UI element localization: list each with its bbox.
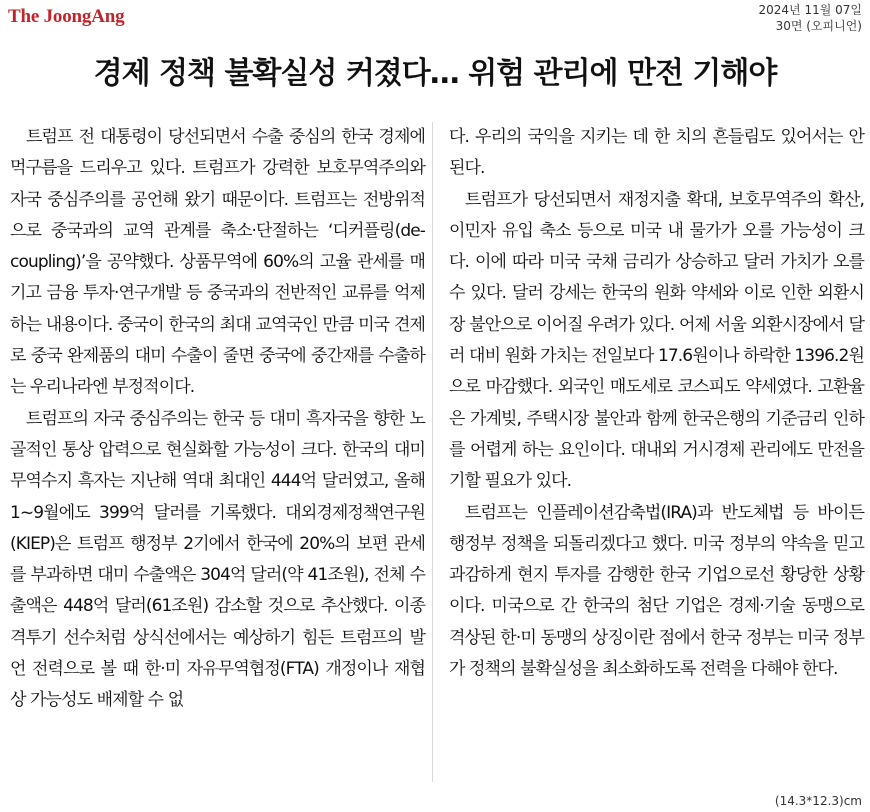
column-divider: [432, 122, 433, 782]
paragraph-2: 트럼프의 자국 중심주의는 한국 등 대미 흑자국을 향한 노골적인 통상 압력으로 현실화할 가능성이 크다. 한국의 대미 무역수지 흑자는 지난해 역대 최대인 444억 달러였고, 올해 1~9월에도 399억 달러를 기록했다. 대외경제정책연구원(KIEP)은 트럼프 행정부 2기에서 한국에 20%의 보편 관세를 부과하면 대미 수출액은 304억 달러(약 41조원), 전체 수출액은 448억 달러(61조원) 감소할 것으로 추산했다. 이종격투기 선수처럼 상식선에서는 예상하기 힘든 트럼프의 발언 전력으로 볼 때 한·미 자유무역협정(FTA) 개정이나 재협상 가능성도 배제할 수 없: [10, 408, 425, 711]
paragraph-1: 트럼프 전 대통령이 당선되면서 수출 중심의 한국 경제에 먹구름을 드리우고 있다. 트럼프가 강력한 보호무역주의와 자국 중심주의를 공언해 왔기 때문이다. 트럼프는 전방위적으로 중국과의 교역 관계를 축소·단절하는 ‘디커플링(de-coupling)’을 공약했다. 상품무역에 60%의 고율 관세를 매기고 금융 투자·연구개발 등 중국과의 전반적인 교류를 억제하는 내용이다. 중국이 한국의 최대 교역국인 만큼 미국 견제로 중국 완제품의 대미 수출이 줄면 중국에 중간재를 수출하는 우리나라엔 부정적이다.: [10, 127, 425, 398]
article-column-left: [10, 122, 425, 717]
paragraph-3: 트럼프가 당선되면서 재정지출 확대, 보호무역주의 확산, 이민자 유입 축소 등으로 미국 내 물가가 오를 가능성이 크다. 이에 따라 미국 국채 금리가 상승하고 달러 가치가 오를 수 있다. 달러 강세는 한국의 원화 약세와 이로 인한 외환시장 불안으로 이어질 우려가 있다. 어제 서울 외환시장에서 달러 대비 원화 가치는 전일보다 17.6원이나 하락한 1396.2원으로 마감했다. 외국인 매도세로 코스피도 약세였다. 고환율은 가계빚, 주택시장 불안과 함께 한국은행의 기준금리 인하를 어렵게 하는 요인이다. 대내외 거시경제 관리에도 만전을 기할 필요가 있다.: [449, 189, 864, 492]
issue-date: 2024년 11월 07일: [758, 3, 862, 17]
paragraph-4: 트럼프는 인플레이션감축법(IRA)과 반도체법 등 바이든 행정부 정책을 되돌리겠다고 했다. 미국 정부의 약속을 믿고 과감하게 현지 투자를 감행한 한국 기업으로선 황당한 상황이다. 미국으로 간 한국의 첨단 기업은 경제·기술 동맹으로 격상된 한·미 동맹의 상징이란 점에서 한국 정부는 미국 정부가 정책의 불확실성을 최소화하도록 전력을 다해야 한다.: [449, 502, 864, 680]
paragraph-2-continued: 다. 우리의 국익을 지키는 데 한 치의 흔들림도 있어서는 안 된다.: [449, 127, 864, 179]
article-size-note: (14.3*12.3)cm: [774, 794, 862, 808]
joongang-logo[interactable]: The JoongAng: [8, 6, 125, 27]
issue-meta: [759, 2, 862, 34]
headline: 경제 정책 불확실성 커졌다… 위험 관리에 만전 기해야: [93, 56, 777, 91]
article-column-right: [449, 122, 864, 685]
page-section: 30면 (오피니언): [775, 19, 862, 33]
